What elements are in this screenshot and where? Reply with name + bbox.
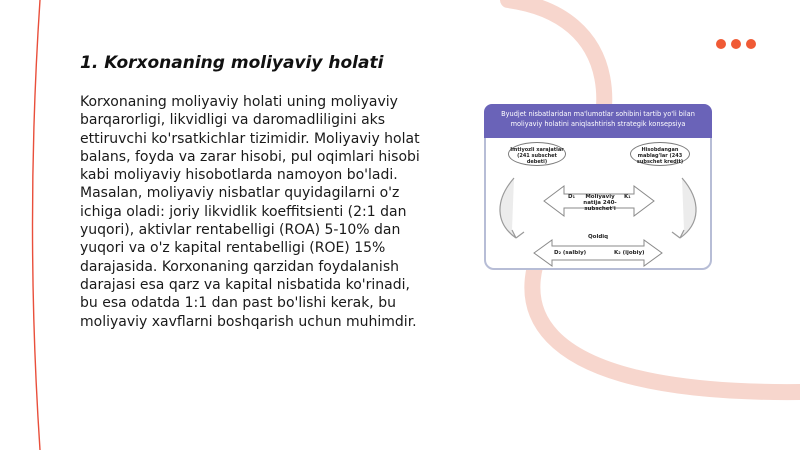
decorative-dots (716, 39, 756, 49)
center-d-label: D₁ (568, 194, 575, 200)
financial-result-diagram (484, 104, 712, 270)
dot (731, 39, 741, 49)
slide-title: 1. Korxonaning moliyaviy holati (80, 53, 384, 73)
center-k-label: K₁ (624, 194, 631, 200)
dot (716, 39, 726, 49)
center-box-label: Moliyaviy natija 240- subschet'i (583, 194, 617, 212)
right-box: Hisobdangan mablag'lar (243 subschet kredit) (630, 142, 690, 166)
bottom-right-label: K₂ (ijobiy) (614, 250, 645, 256)
bottom-label: Qoldiq (588, 234, 609, 240)
slide-body-text: Korxonaning moliyaviy holati uning moliyaviy barqarorligi, likvidligi va daromadliligini aks ettiruvchi ko'rsatkichlar tizimidir. Moliyaviy holat balans, foyda va zarar hisobi, pul oqimlari hisobi kabi moliyaviy hisobotlarda namoyon bo'ladi. Masalan, moliyaviy nisbatlar quyidagilarni o'z ichiga oladi: joriy likvidlik koeffitsienti (2:1 dan yuqori), aktivlar rentabelligi (ROA) 5-10% dan yuqori va o'z kapital rentabelligi (ROE) 15% darajasida. Korxonaning qarzidan foydalanish darajasi esa qarz va kapital nisbatida ko'rinadi, bu esa odatda 1:1 dan past bo'lishi kerak, bu moliyaviy xavflarni boshqarish uchun muhimdir. (80, 94, 420, 330)
left-curved-arrow (500, 178, 524, 238)
right-curved-arrow (672, 178, 696, 238)
left-box: Imtiyozli xarajatlar (241 subschet debeti) (508, 142, 566, 166)
bottom-left-label: D₂ (salbiy) (554, 250, 587, 256)
dot (746, 39, 756, 49)
diagram-arrows (486, 106, 710, 268)
diagram-banner: Byudjet nisbatlaridan ma'lumotlar sohibini tartib yo'li bilan moliyaviy holatini aniqlashtirish strategik konsepsiya (484, 104, 712, 138)
left-decorative-line (33, 0, 41, 450)
